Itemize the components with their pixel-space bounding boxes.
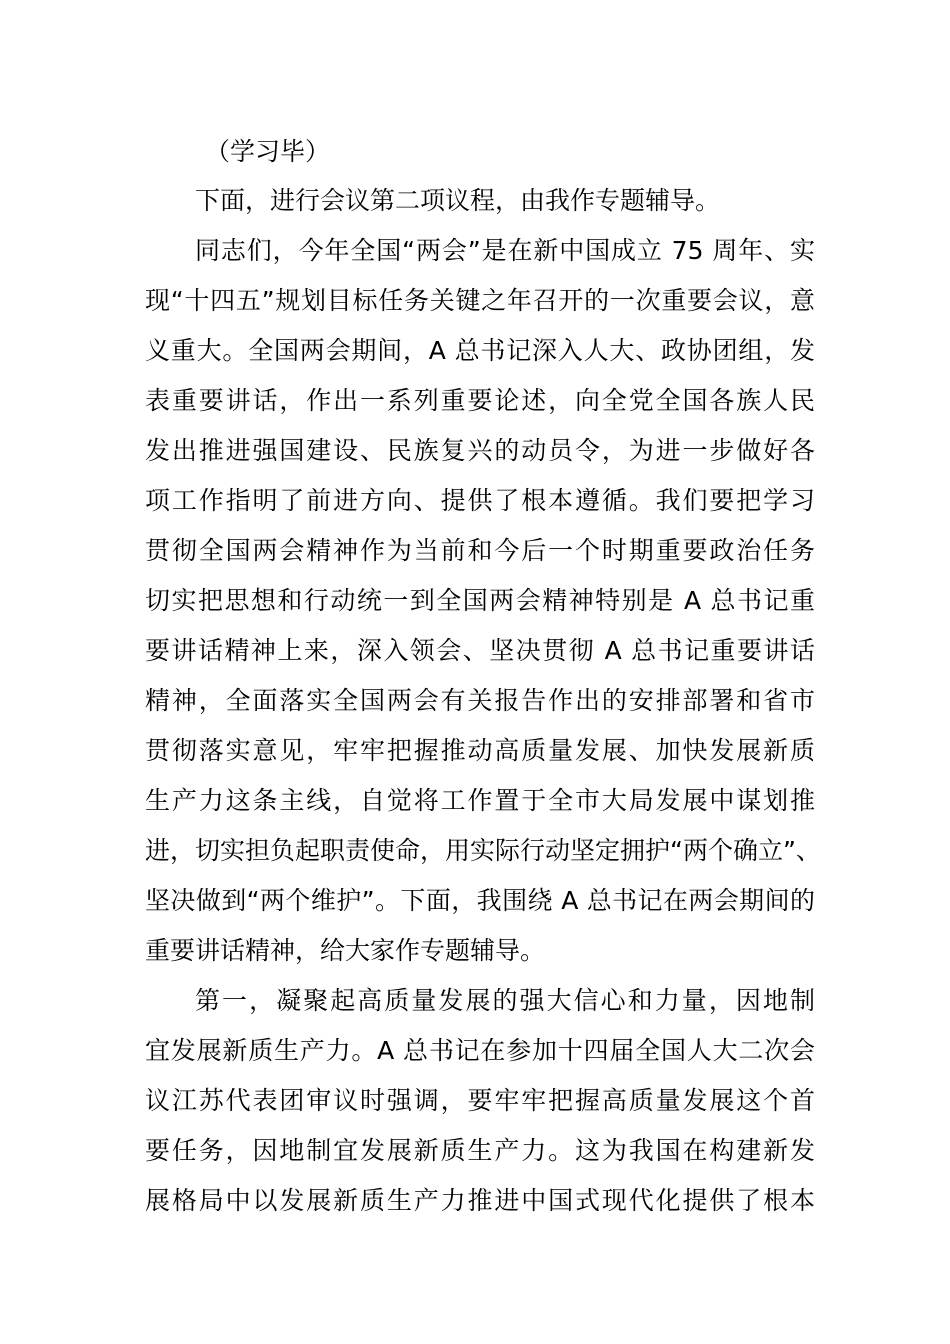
- text-line: 发出推进强国建设、民族复兴的动员令，为进一步做好各: [145, 436, 815, 465]
- text-line: 宜发展新质生产力。A 总书记在参加十四届全国人大二次会: [145, 1036, 815, 1065]
- text-line: 要任务，因地制宜发展新质生产力。这为我国在构建新发: [145, 1136, 815, 1165]
- text-line: 同志们，今年全国“两会”是在新中国成立 75 周年、实: [195, 236, 815, 265]
- text-line: 现“十四五”规划目标任务关键之年召开的一次重要会议，意: [145, 286, 815, 315]
- text-line: 进，切实担负起职责使命，用实际行动坚定拥护“两个确立”、: [145, 836, 821, 865]
- text-line: 义重大。全国两会期间，A 总书记深入人大、政协团组，发: [145, 336, 815, 365]
- text-line: 贯彻落实意见，牢牢把握推动高质量发展、加快发展新质: [145, 736, 815, 765]
- text-line: 展格局中以发展新质生产力推进中国式现代化提供了根本: [145, 1186, 815, 1215]
- text-line: 切实把思想和行动统一到全国两会精神特别是 A 总书记重: [145, 586, 815, 615]
- text-line: 表重要讲话，作出一系列重要论述，向全党全国各族人民: [145, 386, 815, 415]
- text-line: 项工作指明了前进方向、提供了根本遵循。我们要把学习: [145, 486, 815, 515]
- text-line: 议江苏代表团审议时强调，要牢牢把握高质量发展这个首: [145, 1086, 815, 1115]
- text-line: 精神，全面落实全国两会有关报告作出的安排部署和省市: [145, 686, 815, 715]
- text-line: 生产力这条主线，自觉将工作置于全市大局发展中谋划推: [145, 786, 815, 815]
- text-line: 要讲话精神上来，深入领会、坚决贯彻 A 总书记重要讲话: [145, 636, 815, 665]
- text-line: 坚决做到“两个维护”。下面，我围绕 A 总书记在两会期间的: [145, 886, 815, 915]
- text-line: 第一，凝聚起高质量发展的强大信心和力量，因地制: [195, 986, 815, 1015]
- text-line: 重要讲话精神，给大家作专题辅导。: [145, 936, 546, 965]
- text-line: 下面，进行会议第二项议程，由我作专题辅导。: [195, 186, 721, 215]
- study-complete-note: （学习毕）: [205, 137, 331, 166]
- text-line: 贯彻全国两会精神作为当前和今后一个时期重要政治任务: [145, 536, 815, 565]
